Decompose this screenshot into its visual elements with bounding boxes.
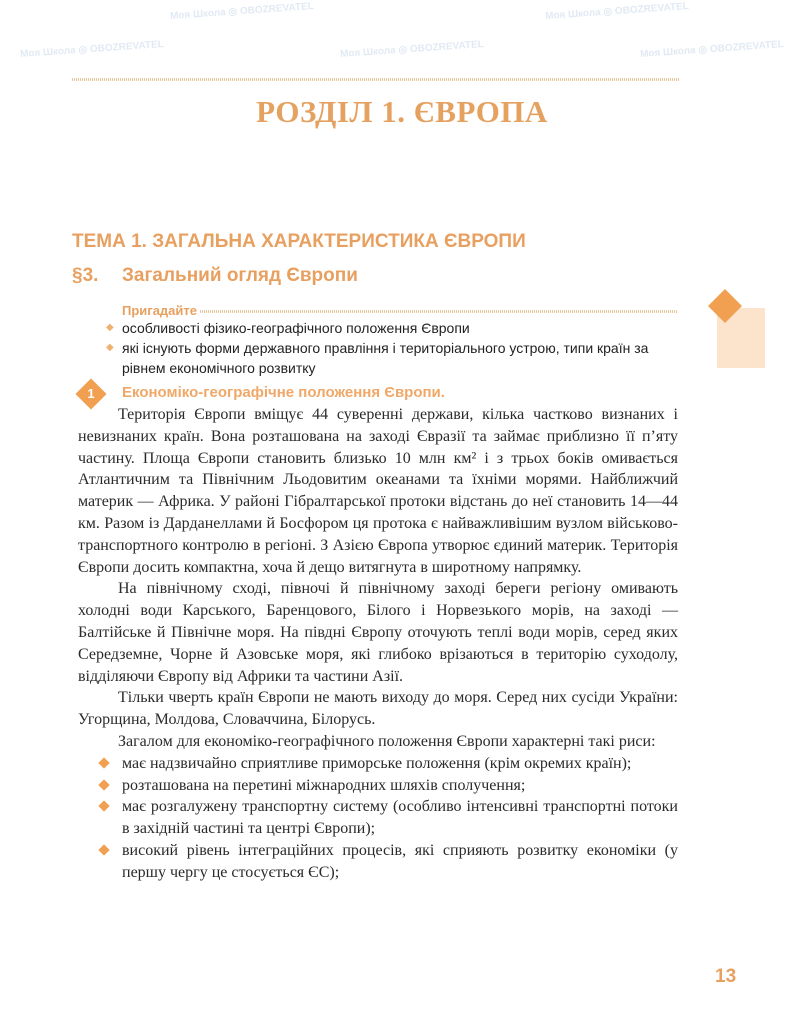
section-number: 1	[87, 386, 95, 401]
body-paragraph: Тільки чверть країн Європи не мають виходу до моря. Серед них сусіди України: Угорщина, Молдова, Словаччина, Білорусь.	[78, 689, 678, 729]
watermark: Моя Школа ◎ OBOZREVATEL	[19, 38, 165, 61]
body-paragraph: Територія Європи вміщує 44 суверенні держави, кілька частково визнаних і невизнаних країн. Вона розташована на заході Євразії та займає приблизно її п’яту частину. Площа Європи становить близько 10 млн км² і з трьох боків омивається Атлантичним та Північним Льодовитим океанами та їхніми морями. Найближчий материк — Африка. У районі Гібралтарської протоки відстань до неї становить 14—44 км. Разом із Дарданеллами й Босфором ця протока є найважливішим вузлом військово-транспортного контролю в регіоні. З Азією Європа утворює єдиний материк. Територія Європи досить компактна, хоча й дещо витягнута в широтному напрямку.	[78, 406, 678, 576]
section-title: Економіко-географічне положення Європи.	[122, 384, 445, 401]
recall-item: ◆ особливості фізико-географічного положення Європи	[106, 320, 470, 336]
chapter-title: РОЗДІЛ 1. ЄВРОПА	[256, 94, 548, 129]
list-item: розташована на перетині міжнародних шляхів сполучення;	[122, 775, 678, 797]
watermark: Моя Школа ◎ OBOZREVATEL	[544, 0, 690, 23]
body-paragraph: Загалом для економіко-географічного положення Європи характерні такі риси:	[118, 732, 656, 750]
list-item: має надзвичайно сприятливе приморське положення (крім окремих країн);	[122, 753, 678, 775]
topic-title: ТЕМА 1. ЗАГАЛЬНА ХАРАКТЕРИСТИКА ЄВРОПИ	[72, 231, 526, 252]
bullet-icon	[98, 757, 109, 768]
list-item: має розгалужену транспортну систему (особливо інтенсивні транспортні потоки в західній частині та центрі Європи);	[122, 796, 678, 840]
watermark: Моя Школа ◎ OBOZREVATEL	[639, 38, 785, 61]
body-text	[78, 404, 678, 884]
watermark: Моя Школа ◎ OBOZREVATEL	[339, 38, 485, 61]
paragraph-title: Загальний огляд Європи	[122, 265, 358, 286]
top-rule	[72, 78, 680, 81]
bullet-icon	[98, 779, 109, 790]
recall-rule	[200, 310, 678, 313]
recall-title: Пригадайте	[122, 303, 197, 318]
bullet-icon	[98, 844, 109, 855]
paragraph-heading	[72, 265, 358, 287]
bullet-icon	[98, 801, 109, 812]
body-paragraph: На північному сході, півночі й північному заході береги регіону омивають холодні води Карського, Баренцового, Білого і Норвезького морів, на заході — Балтійське й Північне моря. На півдні Європу оточують теплі води морів, серед яких Середземне, Чорне й Азовське моря, які глибоко врізаються в територію суходолу, відділяючи Європу від Африки та частини Азії.	[78, 580, 678, 685]
bullet-icon: ◆	[106, 342, 114, 353]
recall-item: ◆ які існують форми державного правління і територіального устрою, типи країн за рівнем економічного розвитку	[106, 340, 649, 376]
paragraph-number: §3.	[72, 265, 99, 286]
features-list	[78, 753, 678, 884]
watermark: Моя Школа ◎ OBOZREVATEL	[169, 0, 315, 23]
bullet-icon: ◆	[106, 322, 114, 333]
page-number: 13	[715, 966, 737, 987]
list-item: високий рівень інтеграційних процесів, які сприяють розвитку економіки (у першу чергу це стосується ЄС);	[122, 840, 678, 884]
